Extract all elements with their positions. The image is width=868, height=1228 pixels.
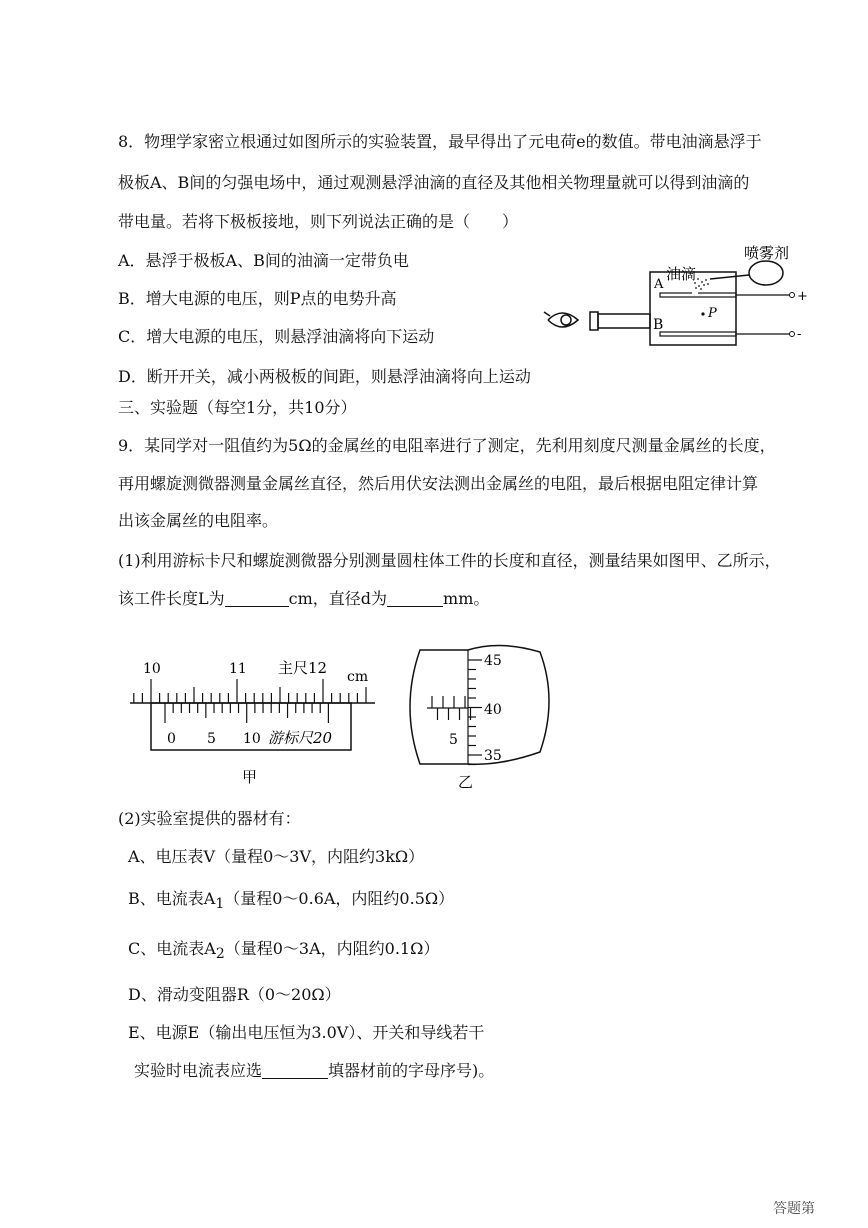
millikan-apparatus-figure <box>540 242 810 357</box>
q8-option-d: D．断开开关，减小两极板的间距，则悬浮油滴将向上运动 <box>118 367 531 386</box>
equipment-b-prefix: B、电流表A <box>128 889 216 908</box>
label-point-p: P <box>708 306 717 321</box>
thimble-label-45: 45 <box>484 653 502 669</box>
equipment-c-subscript: 2 <box>215 946 225 963</box>
label-plate-a: A <box>654 277 664 292</box>
main-scale-ticks <box>134 679 366 703</box>
micrometer-figure <box>400 640 560 795</box>
caliper-caption: 甲 <box>242 768 258 786</box>
sleeve-label-5: 5 <box>449 732 458 748</box>
vernier-label-0: 0 <box>167 731 176 747</box>
q8-line2: 极板A、B间的匀强电场中，通过观测悬浮油滴的直径及其他相关物理量就可以得到油滴的 <box>118 173 750 192</box>
plate-b <box>660 332 736 336</box>
q9-part2-question <box>134 1060 494 1082</box>
equipment-c-detail: （量程0～3A，内阻约0.1Ω） <box>224 939 440 958</box>
label-plus: + <box>797 289 808 304</box>
equipment-a: A、电压表V（量程0～3V，内阻约3kΩ） <box>128 847 425 866</box>
question-prefix: 实验时电流表应选 <box>134 1061 263 1080</box>
equipment-c-prefix: C、电流表A <box>128 939 216 958</box>
equipment-b <box>128 888 454 915</box>
q9-line3: 出该金属丝的电阻率。 <box>118 511 279 530</box>
q8-line1: 8．物理学家密立根通过如图所示的实验装置，最早得出了元电荷e的数值。带电油滴悬浮于 <box>118 132 762 151</box>
q8-option-a: A．悬浮于极板A、B间的油滴一定带负电 <box>118 251 409 270</box>
equipment-d: D、滑动变阻器R（0～20Ω） <box>128 985 341 1004</box>
vernier-caliper-figure <box>125 655 385 790</box>
q9-line2: 再用螺旋测微器测量金属丝直径，然后用伏安法测出金属丝的电阻，最后根据电阻定律计算 <box>118 474 759 493</box>
q8-option-c: C．增大电源的电压，则悬浮油滴将向下运动 <box>118 327 435 346</box>
micrometer-caption: 乙 <box>458 773 474 791</box>
question-suffix: 填器材前的字母序号)。 <box>328 1061 495 1080</box>
q9-part1-prefix: 该工件长度L为 <box>118 589 225 608</box>
eye-icon <box>544 312 578 327</box>
vernier-scale-ticks <box>165 703 328 723</box>
vernier-label-5: 5 <box>207 731 216 747</box>
label-plate-b: B <box>653 317 664 333</box>
thimble-label-40: 40 <box>484 702 502 718</box>
thimble-label-35: 35 <box>484 748 502 764</box>
main-label-12: 主尺12 <box>278 659 328 677</box>
main-label-11: 11 <box>229 661 247 677</box>
main-label-10: 10 <box>143 661 161 677</box>
equipment-b-subscript: 1 <box>215 896 225 913</box>
section-3-heading: 三、实验题（每空1分，共10分） <box>118 398 357 417</box>
ammeter-answer-blank[interactable] <box>262 1062 328 1079</box>
oil-spray-dots <box>694 278 709 290</box>
q9-part2-title: (2)实验室提供的器材有： <box>118 809 301 828</box>
q9-part1-line1: (1)利用游标卡尺和螺旋测微器分别测量圆柱体工件的长度和直径，测量结果如图甲、乙所示， <box>118 551 781 570</box>
label-oil-drop: 油滴 <box>666 265 697 283</box>
page-footer: 答题第 <box>773 1201 815 1217</box>
sprayer-bulb <box>749 261 783 285</box>
q9-part1-unit2: mm。 <box>443 589 490 608</box>
q9-part1-line2 <box>118 588 489 610</box>
equipment-b-detail: （量程0～0.6A，内阻约0.5Ω） <box>224 889 455 908</box>
main-unit-cm: cm <box>347 669 369 685</box>
label-spray: 喷雾剂 <box>744 244 790 262</box>
point-p-dot <box>701 312 704 315</box>
q8-line3: 带电量。若将下极板接地，则下列说法正确的是（ ） <box>118 212 519 231</box>
micrometer-body <box>410 645 549 764</box>
vernier-label-10: 10 <box>243 731 261 747</box>
microscope-tube <box>590 312 650 330</box>
equipment-c <box>128 938 439 965</box>
label-minus: - <box>797 327 802 342</box>
length-answer-blank[interactable] <box>225 590 289 607</box>
q9-part1-unit1: cm，直径d为 <box>288 589 388 608</box>
q8-option-b: B．增大电源的电压，则P点的电势升高 <box>118 289 397 308</box>
equipment-e: E、电源E（输出电压恒为3.0V）、开关和导线若干 <box>128 1023 485 1042</box>
vernier-label-20: 游标尺20 <box>268 729 333 747</box>
diameter-answer-blank[interactable] <box>387 590 443 607</box>
q9-line1: 9．某同学对一阻值约为5Ω的金属丝的电阻率进行了测定，先利用刻度尺测量金属丝的长度， <box>118 436 776 455</box>
